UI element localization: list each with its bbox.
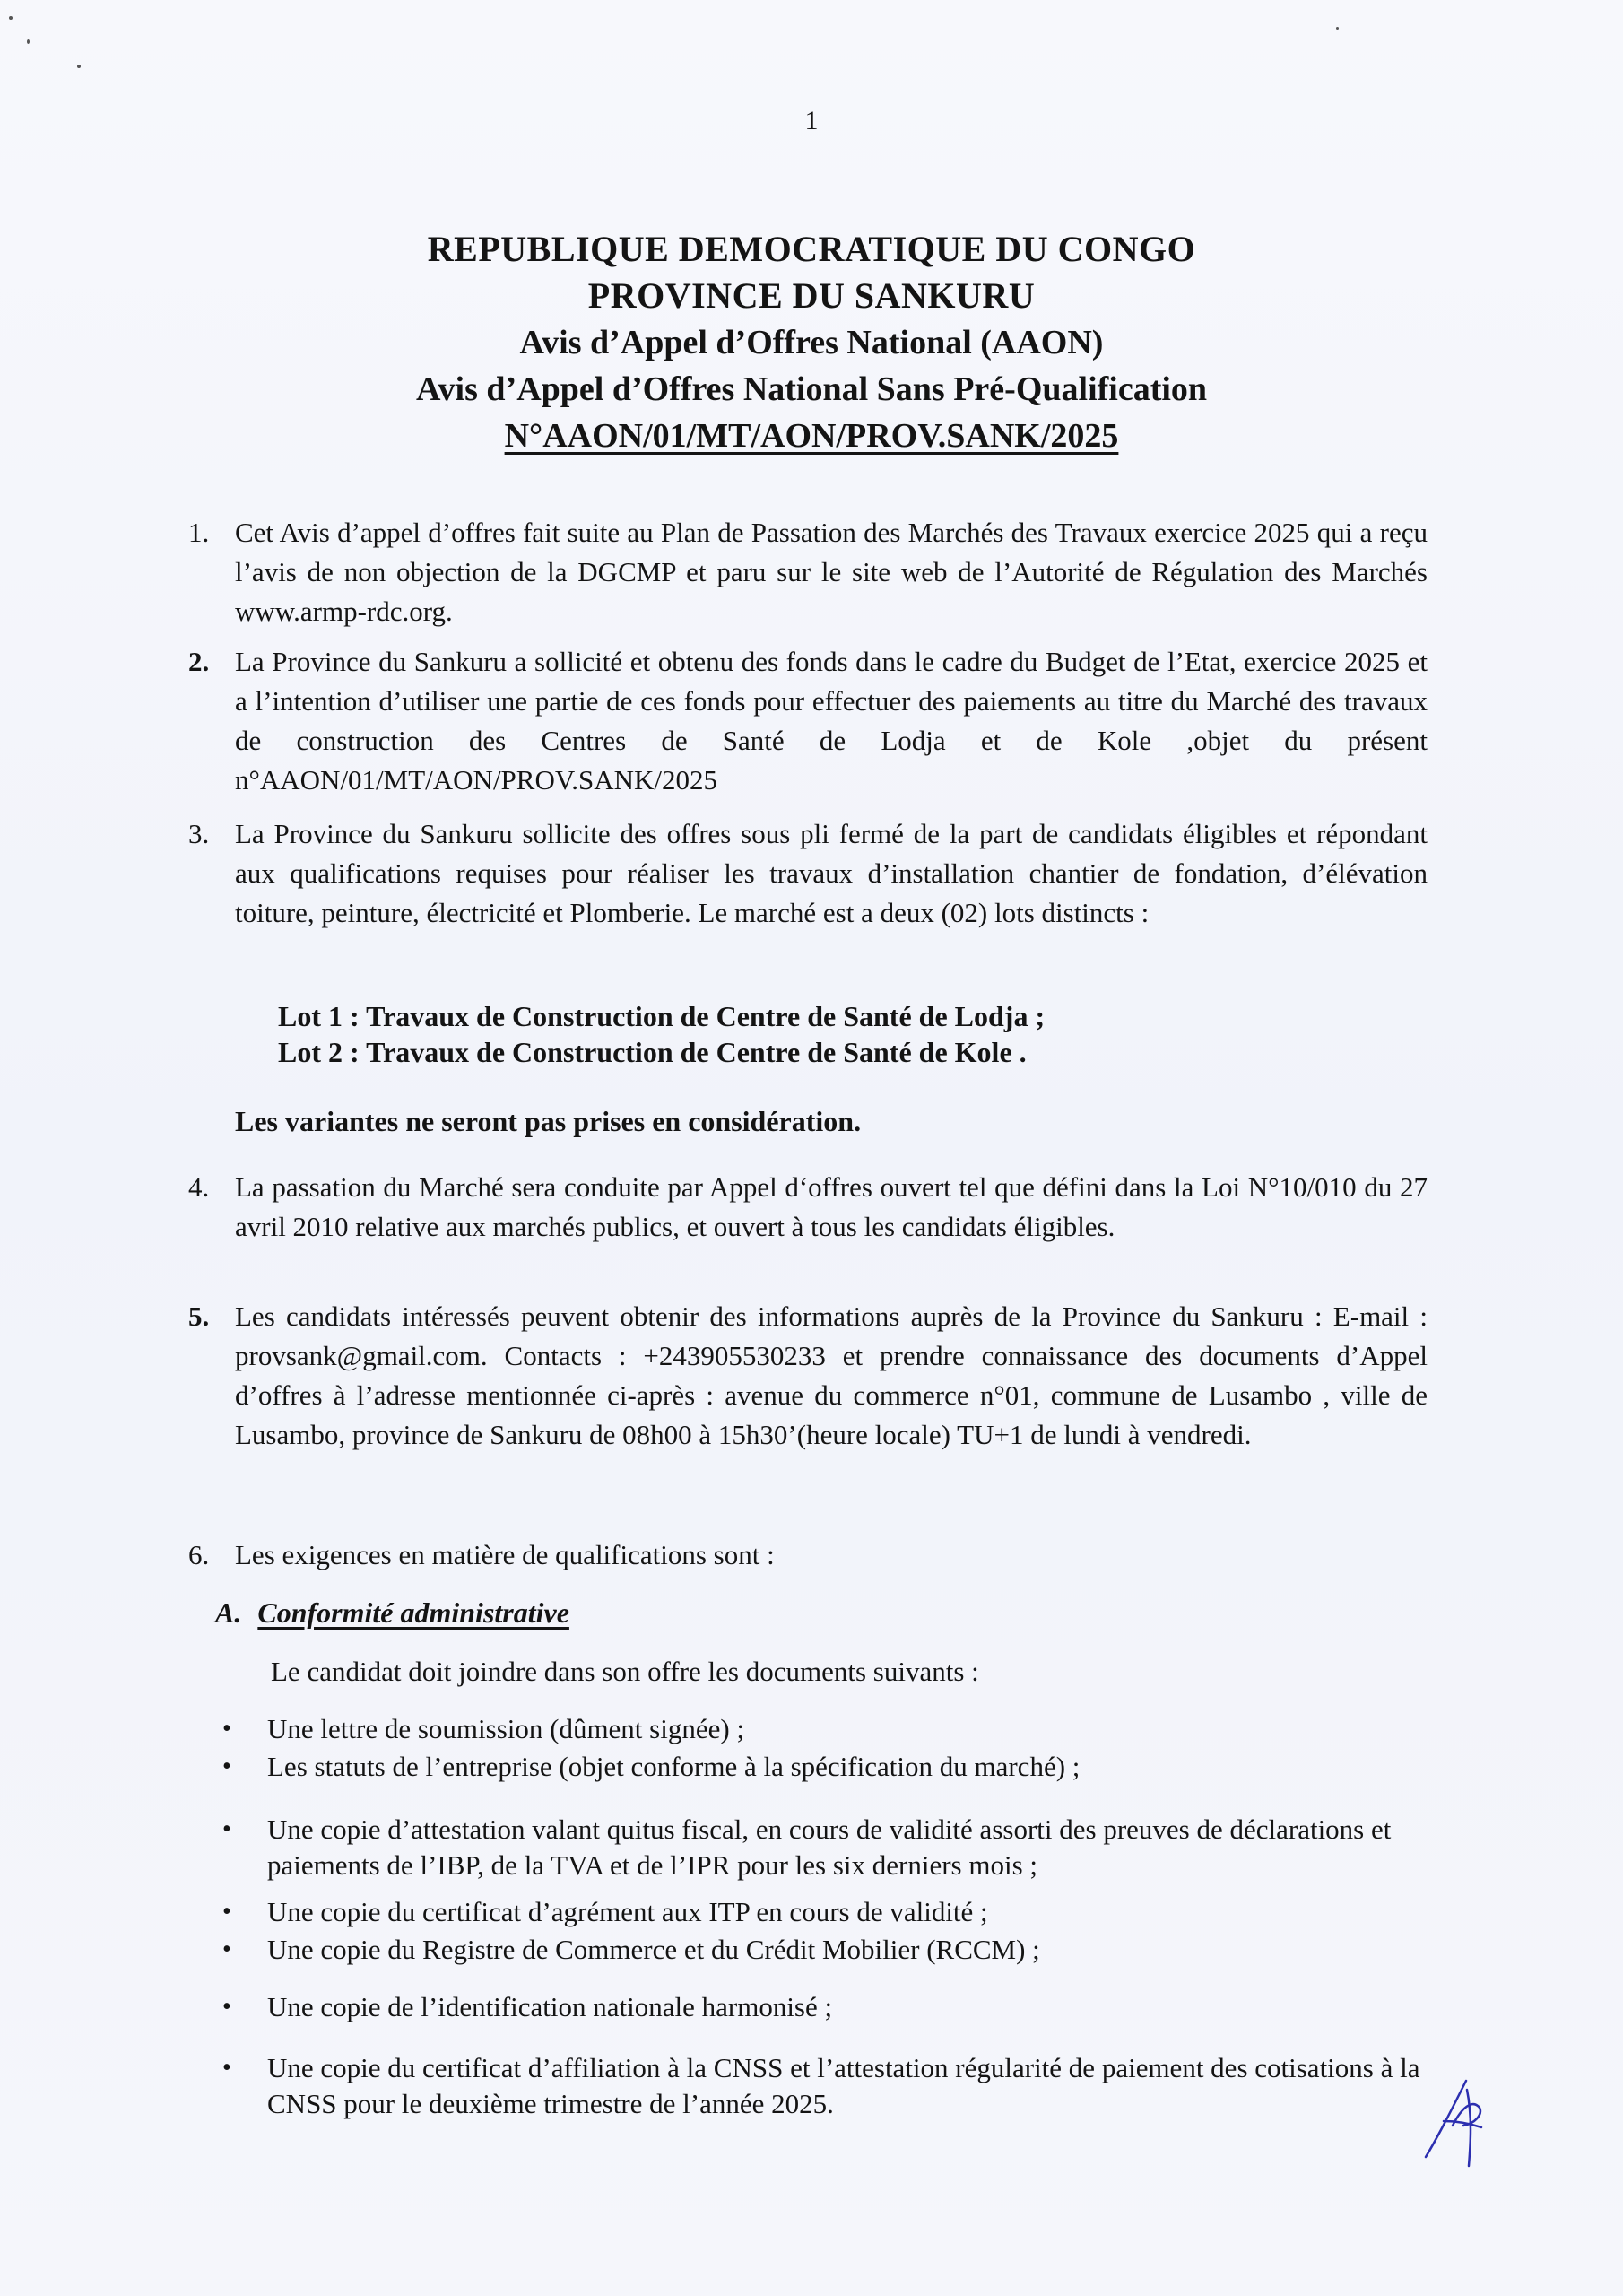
paragraph-text: Les exigences en matière de qualifications sont :: [235, 1539, 775, 1570]
paragraph-6: [188, 1535, 1428, 1575]
paragraph-number: 5.: [188, 1300, 210, 1332]
section-title: Conformité administrative: [257, 1596, 569, 1629]
paragraph-4: [188, 1168, 1428, 1247]
section-a-heading: [215, 1596, 569, 1630]
bullet-icon: •: [222, 1715, 231, 1743]
requirement-item: [222, 1989, 1433, 2025]
header-reference-number: N°AAON/01/MT/AON/PROV.SANK/2025: [504, 417, 1119, 455]
paragraph-2: [188, 642, 1428, 800]
scan-speck: [27, 39, 30, 44]
header-country: REPUBLIQUE DEMOCRATIQUE DU CONGO: [427, 229, 1196, 269]
bullet-icon: •: [222, 2054, 231, 2082]
requirement-item: [222, 1894, 1433, 1930]
bullet-icon: •: [222, 1935, 231, 1963]
paragraph-3: [188, 814, 1428, 933]
document-header: [0, 226, 1623, 459]
paragraph-number: 4.: [188, 1171, 210, 1203]
paragraph-number: 1.: [188, 517, 210, 548]
lot-2: Lot 2 : Travaux de Construction de Centre de Santé de Kole .: [278, 1036, 1027, 1068]
header-province: PROVINCE DU SANKURU: [587, 275, 1036, 316]
requirement-item: [222, 2050, 1433, 2122]
page-number: 1: [804, 106, 819, 135]
paragraph-number: 2.: [188, 646, 210, 677]
paragraph-5: [188, 1297, 1428, 1455]
lot-1: Lot 1 : Travaux de Construction de Centre de Santé de Lodja ;: [278, 1000, 1046, 1032]
paragraph-number: 6.: [188, 1539, 210, 1570]
requirement-item: [222, 1711, 1433, 1747]
requirement-item: [222, 1932, 1433, 1968]
requirement-text: Les statuts de l’entreprise (objet conforme à la spécification du marché) ;: [267, 1751, 1081, 1782]
requirement-text: Une copie du certificat d’agrément aux ITP en cours de validité ;: [267, 1896, 988, 1927]
paragraph-text: Les candidats intéressés peuvent obtenir des informations auprès de la Province du Sankuru : E-mail : provsank@gmail.com. Contacts : +243905530233 et prendre connaissance des documents d’Appel d’offres à l’adresse mentionnée ci-après : avenue du commerce n°01, commune de Lusambo , ville de Lusambo, province de Sankuru de 08h00 à 15h30’(heure locale) TU+1 de lundi à vendredi.: [235, 1300, 1428, 1450]
requirement-text: Une copie de l’identification nationale harmonisé ;: [267, 1991, 833, 2022]
scan-speck: [1336, 27, 1339, 30]
paragraph-1: [188, 513, 1428, 631]
header-notice-subtitle: Avis d’Appel d’Offres National Sans Pré-Qualification: [415, 370, 1208, 408]
header-notice-title: Avis d’Appel d’Offres National (AAON): [519, 324, 1104, 361]
scan-speck: [9, 16, 13, 20]
bullet-icon: •: [222, 1815, 231, 1843]
handwritten-initials: [1417, 2072, 1488, 2170]
section-a-intro: Le candidat doit joindre dans son offre les documents suivants :: [271, 1656, 979, 1687]
requirement-text: Une lettre de soumission (dûment signée) ;: [267, 1713, 745, 1744]
paragraph-text: La Province du Sankuru a sollicité et obtenu des fonds dans le cadre du Budget de l’Etat, exercice 2025 et a l’intention d’utiliser une partie de ces fonds pour effectuer des paiements au titre du Marché des travaux de construction des Centres de Santé de Lodja et de Kole ,objet du présent n°AAON/01/MT/AON/PROV.SANK/2025: [235, 646, 1428, 796]
requirement-text: Une copie d’attestation valant quitus fiscal, en cours de validité assorti des preuves de déclarations et paiements de l’IBP, de la TVA et de l’IPR pour les six derniers mois ;: [267, 1813, 1392, 1881]
bullet-icon: •: [222, 1752, 231, 1780]
requirement-text: Une copie du Registre de Commerce et du Crédit Mobilier (RCCM) ;: [267, 1934, 1040, 1965]
paragraph-number: 3.: [188, 818, 210, 849]
requirement-item: [222, 1749, 1433, 1785]
variantes-note: Les variantes ne seront pas prises en considération.: [235, 1105, 862, 1137]
bullet-icon: •: [222, 1993, 231, 2021]
paragraph-text: Cet Avis d’appel d’offres fait suite au Plan de Passation des Marchés des Travaux exercice 2025 qui a reçu l’avis de non objection de la DGCMP et paru sur le site web de l’Autorité de Régulation des Marchés www.armp-rdc.org.: [235, 517, 1428, 627]
scan-speck: [77, 65, 81, 68]
section-letter: A.: [215, 1596, 242, 1629]
requirement-text: Une copie du certificat d’affiliation à la CNSS et l’attestation régularité de paiement des cotisations à la CNSS pour le deuxième trimestre de l’année 2025.: [267, 2052, 1420, 2119]
bullet-icon: •: [222, 1898, 231, 1926]
paragraph-text: La passation du Marché sera conduite par Appel d‘offres ouvert tel que défini dans la Loi N°10/010 du 27 avril 2010 relative aux marchés publics, et ouvert à tous les candidats éligibles.: [235, 1171, 1428, 1242]
paragraph-text: La Province du Sankuru sollicite des offres sous pli fermé de la part de candidats éligibles et répondant aux qualifications requises pour réaliser les travaux d’installation chantier de fondation, d’élévation toiture, peinture, électricité et Plomberie. Le marché est a deux (02) lots distincts :: [235, 818, 1428, 928]
requirement-item: [222, 1812, 1433, 1883]
